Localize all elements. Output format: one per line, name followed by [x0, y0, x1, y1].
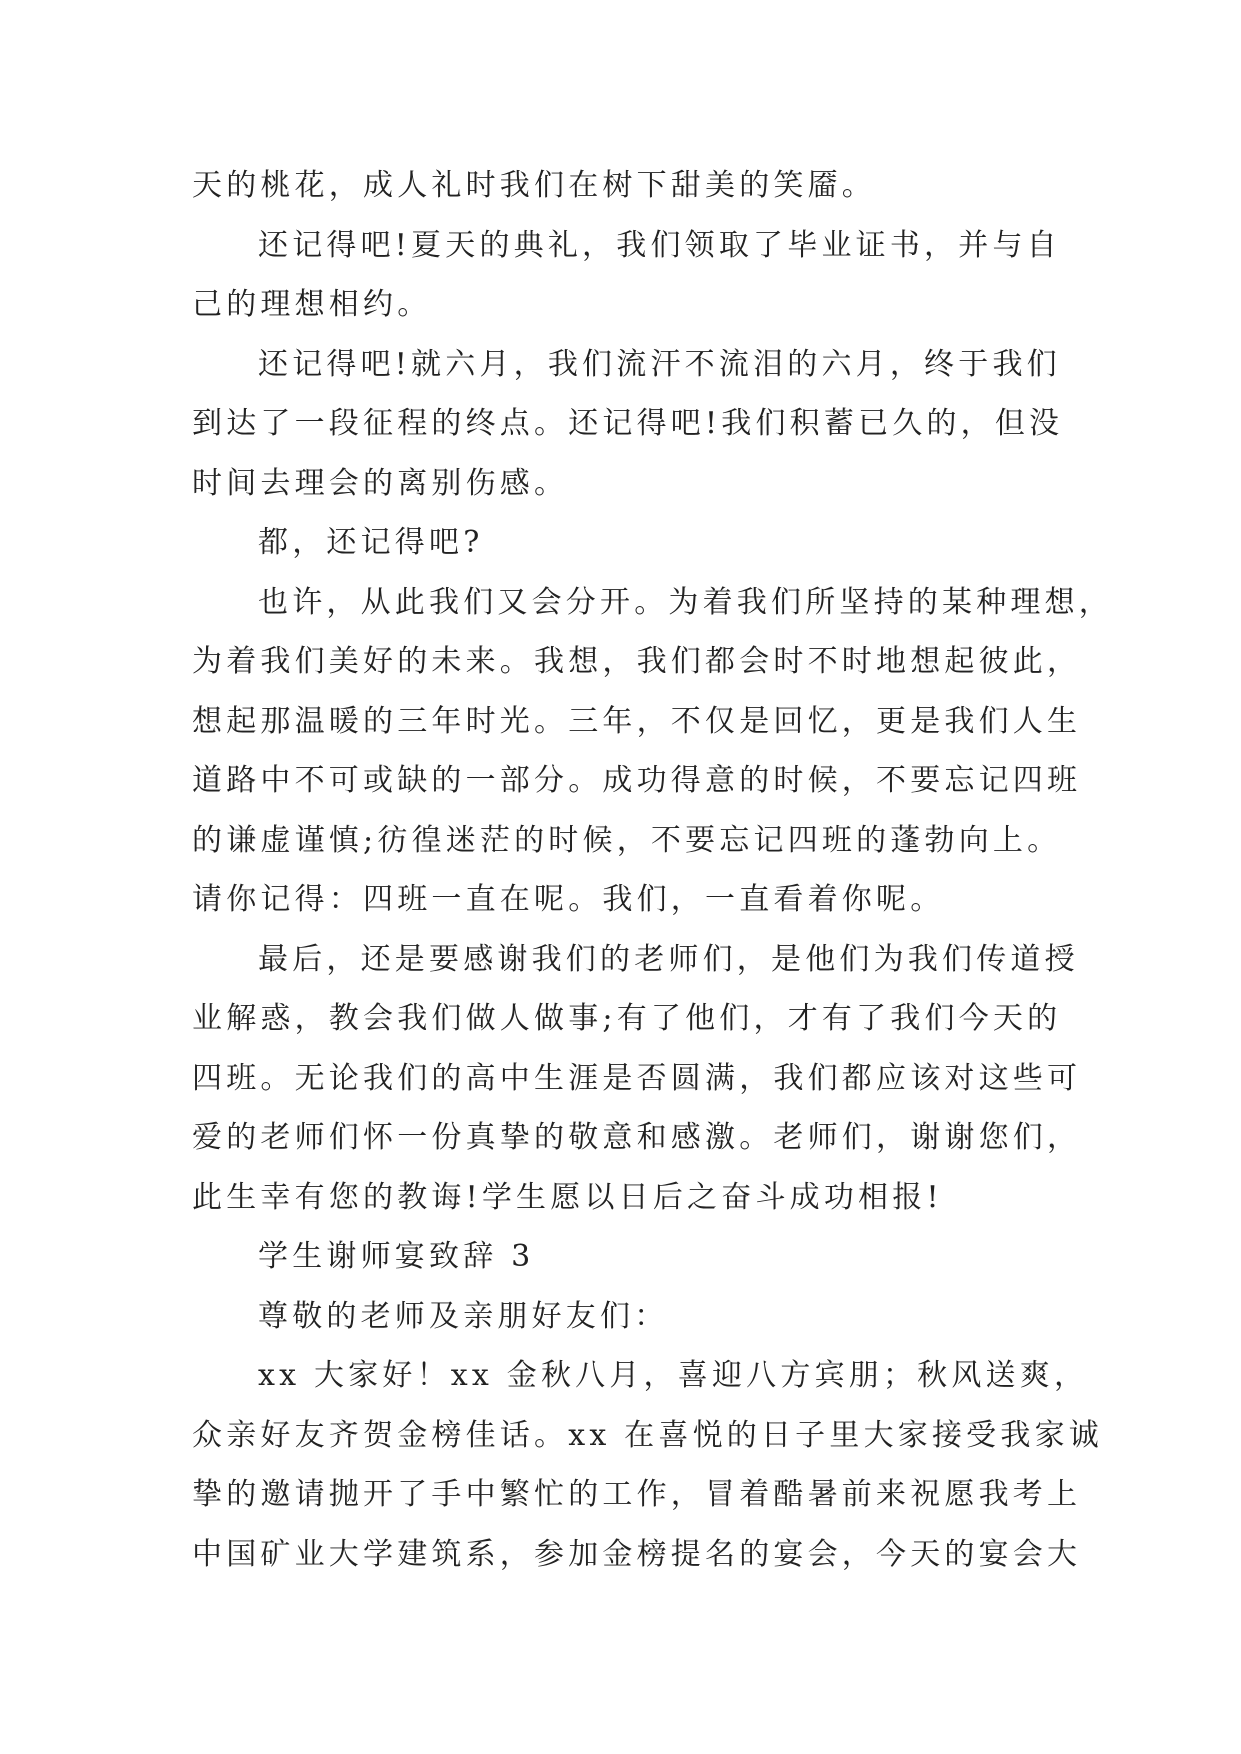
text-line: 想起那温暖的三年时光。三年，不仅是回忆，更是我们人生 [192, 703, 1082, 739]
text-line: xx 大家好！xx 金秋八月，喜迎八方宾朋；秋风送爽， [258, 1358, 1089, 1393]
text-line: 都，还记得吧? [258, 525, 484, 560]
salutation: 尊敬的老师及亲朋好友们： [258, 1298, 669, 1334]
text-line: 爱的老师们怀一份真挚的敬意和感激。老师们，谢谢您们， [192, 1120, 1082, 1155]
text-line: 四班。无论我们的高中生涯是否圆满，我们都应该对这些可 [192, 1060, 1082, 1096]
text-line: 的谦虚谨慎;彷徨迷茫的时候，不要忘记四班的蓬勃向上。 [192, 822, 1062, 858]
text-line: 时间去理会的离别伤感。 [192, 465, 569, 501]
text-line: 此生幸有您的教诲!学生愿以日后之奋斗成功相报! [192, 1179, 943, 1215]
text-line: 众亲好友齐贺金榜佳话。xx 在喜悦的日子里大家接受我家诚 [192, 1417, 1103, 1453]
document-body [192, 156, 1113, 1584]
text-line: 己的理想相约。 [192, 287, 432, 322]
text-line: 还记得吧!就六月，我们流汗不流泪的六月，终于我们 [258, 346, 1061, 382]
text-line: 业解惑，教会我们做人做事;有了他们，才有了我们今天的 [192, 1001, 1062, 1036]
section-heading: 学生谢师宴致辞 3 [258, 1239, 535, 1274]
text-line: 道路中不可或缺的一部分。成功得意的时候，不要忘记四班 [192, 763, 1082, 798]
text-line: 也许，从此我们又会分开。为着我们所坚持的某种理想， [258, 584, 1113, 620]
text-line: 还记得吧!夏天的典礼，我们领取了毕业证书，并与自 [258, 227, 1061, 263]
text-line: 到达了一段征程的终点。还记得吧!我们积蓄已久的，但没 [192, 406, 1064, 441]
text-line: 挚的邀请抛开了手中繁忙的工作，冒着酷暑前来祝愿我考上 [192, 1477, 1082, 1512]
text-line: 中国矿业大学建筑系，参加金榜提名的宴会，今天的宴会大 [192, 1536, 1082, 1572]
text-line: 天的桃花，成人礼时我们在树下甜美的笑靥。 [192, 168, 876, 203]
text-line: 为着我们美好的未来。我想，我们都会时不时地想起彼此， [192, 644, 1082, 679]
text-line: 请你记得：四班一直在呢。我们，一直看着你呢。 [192, 882, 945, 917]
text-line: 最后，还是要感谢我们的老师们，是他们为我们传道授 [258, 941, 1079, 977]
